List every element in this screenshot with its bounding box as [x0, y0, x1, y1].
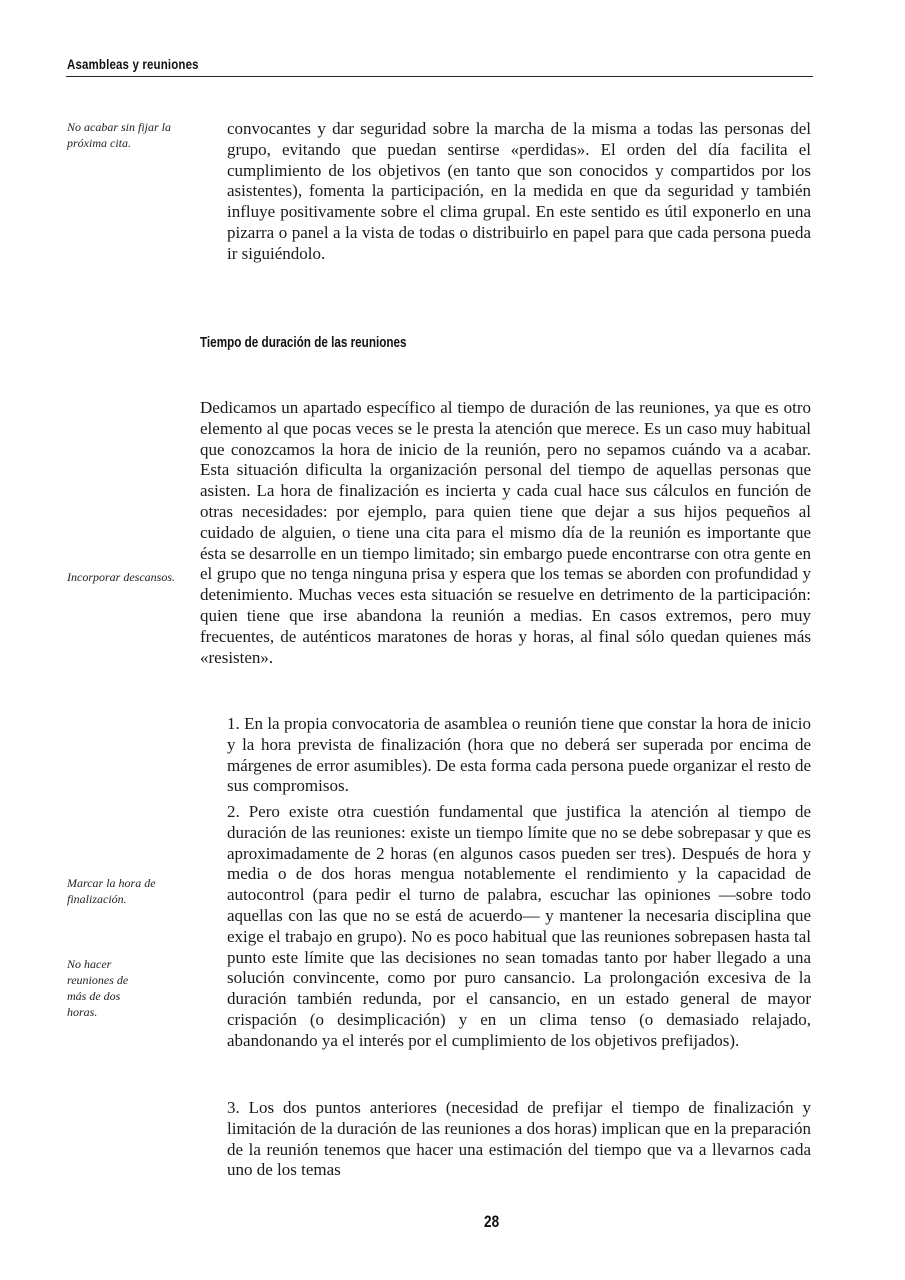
running-header: Asambleas y reuniones — [67, 56, 199, 72]
margin-note-end-time: Marcar la hora de finalización. — [67, 876, 156, 906]
section-heading: Tiempo de duración de las reuniones — [200, 334, 407, 351]
margin-note-max-duration: No hacer reuniones de más de dos horas. — [67, 957, 129, 1019]
point-2: 2. Pero existe otra cuestión fundamental que justifica la atención al tiempo de duración de las reuniones: existe un tiempo límite que no se debe sobrepasar y que es aproximadamente de 2 horas (en algunos casos pueden ser tres). Después de hora y media o de dos horas mengua notablemente el rendimiento y la capacidad de autocontrol (para pedir el turno de palabra, escuchar las opiniones —sobre todo aquellas con las que no se está de acuerdo— y mantener la necesaria disciplina que exige el trabajo en grupo). No es poco habitual que las reuniones sobrepasen hasta tal punto este límite que las decisiones no sean tomadas tanto por haber llegado a una solución convincente, como por puro cansancio. La prolongación excesiva de la duración también redunda, por el cansancio, en un estado general de mayor crispación (o desimplicación) y en un clima tenso (o demasiado relajado, abandonando ya el interés por el cumplimiento de los objetivos prefijados). — [227, 802, 811, 1050]
margin-note-breaks: Incorporar descansos. — [67, 570, 175, 584]
point-3: 3. Los dos puntos anteriores (necesidad de prefijar el tiempo de finalización y limitación de la duración de las reuniones a dos horas) implican que en la preparación de la reunión tenemos que hacer una estimación del tiempo que va a llevarnos cada uno de los temas — [227, 1098, 811, 1180]
section-intro-paragraph: Dedicamos un apartado específico al tiempo de duración de las reuniones, ya que es otro elemento al que pocas veces se le presta la atención que merece. Es un caso muy habitual que conozcamos la hora de inicio de la reunión, pero no sepamos cuándo va a acabar. Esta situación dificulta la organización personal del tiempo de aquellas personas que asisten. La hora de finalización es incierta y cada cual hace sus cálculos en función de otras necesidades: por ejemplo, para quien tiene que dejar a sus hijos pequeños al cuidado de alguien, o tiene una cita para el mismo día de la reunión es importante que ésta se desarrolle en un tiempo limitado; sin embargo puede encontrarse con otra gente en el grupo que no tenga ninguna prisa y espera que los temas se aborden con profundidad y detenimiento. Muchas veces esta situación se resuelve en detrimento de la participación: quien tiene que irse abandona la reunión a medias. En casos extremos, pero muy frecuentes, de auténticos maratones de horas y horas, al final sólo quedan quienes más «resisten». — [200, 398, 811, 667]
point-1: 1. En la propia convocatoria de asamblea o reunión tiene que constar la hora de inicio y la hora prevista de finalización (hora que no deberá ser superada por encima de márgenes de error asumibles). De esta forma cada persona puede organizar el resto de sus compromisos. — [227, 714, 811, 796]
page-number: 28 — [484, 1212, 500, 1231]
header-rule — [66, 76, 813, 77]
margin-note-next-meeting: No acabar sin fijar la próxima cita. — [67, 120, 172, 150]
paragraph-continued: convocantes y dar seguridad sobre la marcha de la misma a todas las personas del grupo, evitando que puedan sentirse «perdidas». El orden del día facilita el cumplimiento de los objetivos (en tanto que son conocidos y compartidos por los asistentes), fomenta la participación, en la medida en que da seguridad y también influye positivamente sobre el clima grupal. En este sentido es útil exponerlo en una pizarra o panel a la vista de todas o distribuirlo en papel para que cada persona pueda ir siguiéndolo. — [227, 119, 811, 263]
